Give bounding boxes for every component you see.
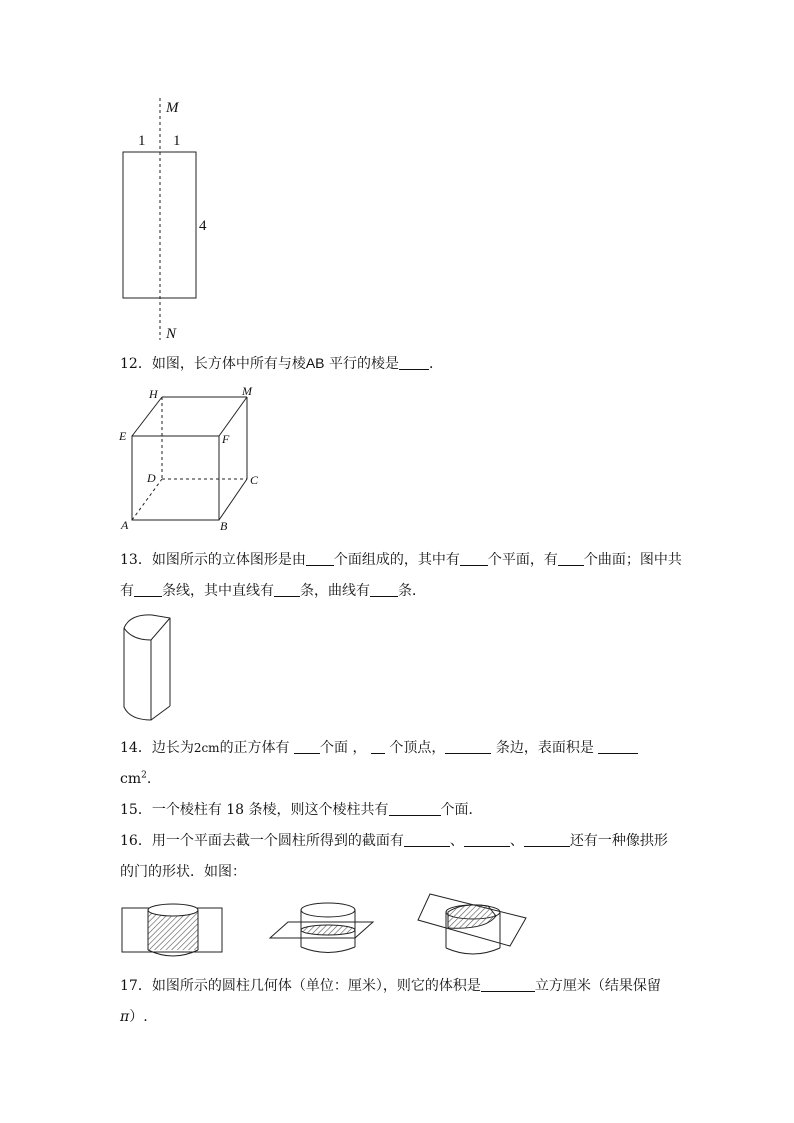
question-16-line-2: [120, 863, 246, 881]
q16-text-2: 还有一种像拱形: [569, 833, 668, 849]
top-curve: [124, 615, 170, 706]
q13-text-8: 条．: [398, 583, 426, 599]
answer-blank[interactable]: [558, 553, 584, 566]
edge-bc: [219, 479, 247, 520]
answer-blank[interactable]: [370, 584, 398, 597]
q16-text-1: 16．用一个平面去截一个圆柱所得到的截面有: [120, 833, 404, 849]
label-width-left: 1: [138, 133, 146, 149]
figure-cuboid: [112, 380, 272, 535]
cylinder-horizontal-section: [270, 903, 373, 953]
question-14-line-2: [120, 770, 151, 788]
q15-text-2: 个面．: [440, 802, 483, 818]
q12-end: ．: [428, 356, 443, 372]
q16-separator-1: 、: [449, 833, 464, 849]
answer-blank[interactable]: [294, 741, 320, 754]
q17-text-2: 立方厘米（结果保留: [534, 978, 661, 994]
question-13-line-1: [120, 551, 682, 569]
vertex-d: D: [147, 471, 156, 485]
answer-blank[interactable]: [481, 979, 535, 992]
answer-blank[interactable]: [306, 553, 334, 566]
figure-half-cylinder: [118, 610, 188, 725]
vertex-h: H: [149, 387, 158, 401]
answer-blank[interactable]: [399, 357, 429, 370]
question-14-line-1: [120, 739, 638, 757]
label-n: N: [166, 326, 177, 342]
figure-rectangle-axis: [110, 92, 230, 347]
q14-text-5: 条边，表面积是: [491, 740, 599, 756]
q14-end: .: [146, 771, 152, 787]
cylinder-vertical-section: [122, 904, 222, 956]
q17-pi: π: [120, 1009, 130, 1025]
edge-eh: [132, 397, 162, 436]
q16-text-3: 的门的形状．如图：: [120, 864, 246, 880]
q14-text-4: 个顶点，: [384, 740, 446, 756]
answer-blank[interactable]: [598, 741, 638, 754]
q16-separator-2: 、: [509, 833, 524, 849]
q14-edge-length: 2cm: [193, 741, 220, 755]
q12-text-2: 平行的棱是: [328, 356, 399, 372]
answer-blank[interactable]: [524, 834, 570, 847]
q12-edge: AB: [305, 355, 325, 371]
q12-text-1: 12．如图，长方体中所有与棱: [120, 356, 306, 372]
cylinder-oblique-section: [418, 894, 526, 954]
question-15: [120, 801, 483, 819]
figure-cylinder-sections: [118, 890, 538, 960]
vertex-e: E: [119, 429, 127, 443]
label-height: 4: [199, 218, 207, 234]
question-12: [120, 354, 443, 373]
question-16-line-1: [120, 832, 668, 850]
edge-fm: [219, 397, 247, 436]
vertex-b: B: [220, 519, 228, 533]
q13-text-3: 个平面，有: [487, 552, 558, 568]
q14-unit: cm: [120, 771, 142, 787]
q14-text-3: 个面 ，: [320, 740, 367, 756]
q13-text-6: 条线，其中直线有: [162, 583, 274, 599]
q17-end: ）.: [129, 1009, 148, 1025]
answer-blank[interactable]: [371, 741, 385, 754]
answer-blank[interactable]: [274, 584, 300, 597]
vertex-f: F: [222, 432, 230, 446]
question-13-line-2: [120, 582, 426, 600]
q13-text-2: 个面组成的，其中有: [333, 552, 460, 568]
q14-text-1: 14．边长为: [120, 740, 194, 756]
answer-blank[interactable]: [389, 803, 441, 816]
answer-blank[interactable]: [460, 553, 488, 566]
q13-text-4: 个曲面；图中共: [583, 552, 682, 568]
q15-text-1: 15．一个棱柱有 18 条棱，则这个棱柱共有: [120, 802, 389, 818]
answer-blank[interactable]: [445, 741, 491, 754]
edge-ad: [132, 479, 162, 520]
vertex-c: C: [250, 473, 259, 487]
q17-text-1: 17．如图所示的圆柱几何体（单位：厘米），则它的体积是: [120, 978, 481, 994]
vertex-a: A: [121, 518, 129, 532]
q14-text-2: 的正方体有: [219, 740, 295, 756]
q13-text-7: 条，曲线有: [300, 583, 370, 599]
answer-blank[interactable]: [404, 834, 450, 847]
answer-blank[interactable]: [464, 834, 510, 847]
q14-unit-exponent: 2: [141, 770, 147, 781]
top-face-edge: [124, 618, 170, 640]
label-width-right: 1: [173, 133, 181, 149]
vertex-m: M: [242, 384, 252, 398]
label-m: M: [166, 100, 179, 116]
question-17-line-2: [120, 1008, 148, 1026]
q13-text-1: 13．如图所示的立体图形是由: [120, 552, 306, 568]
question-17-line-1: [120, 977, 661, 995]
cuboid-front-face: [132, 436, 219, 520]
q13-text-5: 有: [120, 583, 134, 599]
bottom-curve: [124, 628, 170, 720]
answer-blank[interactable]: [134, 584, 162, 597]
